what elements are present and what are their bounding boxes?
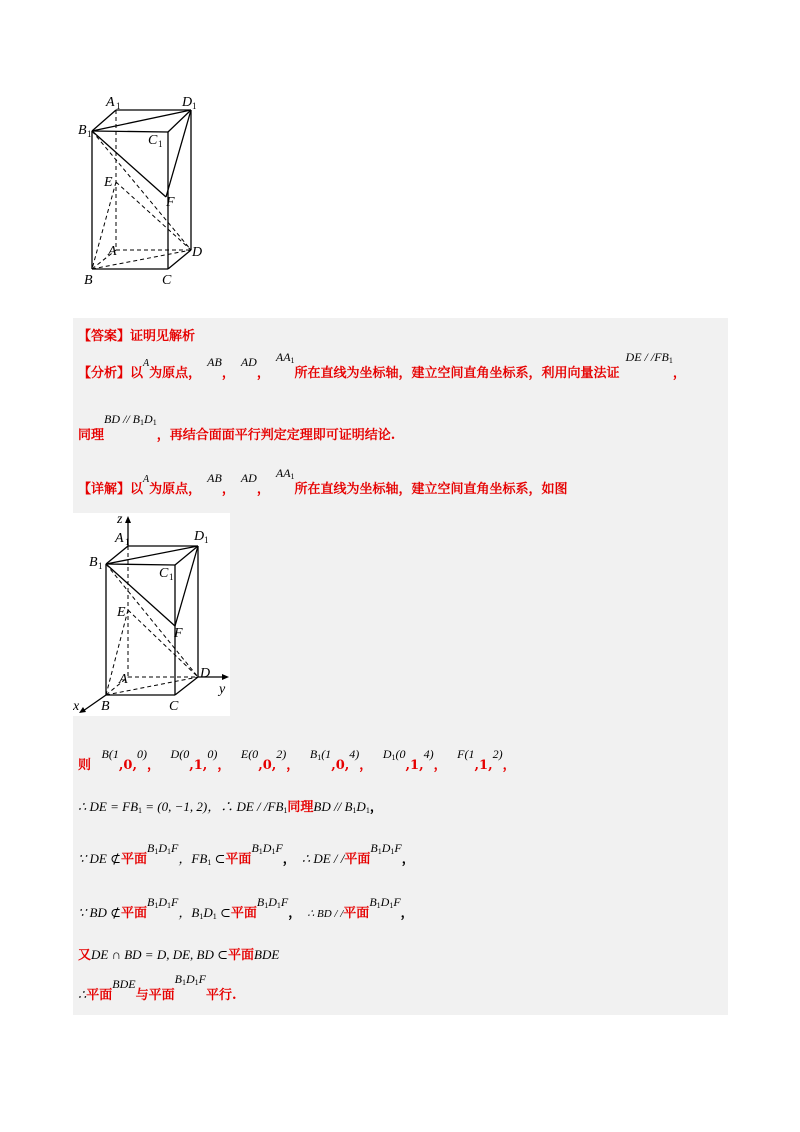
label-B1: B: [89, 555, 98, 570]
analysis-AA1: AA: [275, 350, 291, 364]
step5-and: 与平面: [135, 988, 175, 1003]
axis-x-label: x: [73, 699, 80, 714]
label-C: C: [162, 273, 172, 288]
analysis-tag: 【分析】: [78, 366, 131, 381]
analysis-AB: AB: [207, 355, 222, 369]
step3-a: ∵ BD ⊄: [78, 905, 121, 920]
coord-B-rest: 0): [136, 747, 147, 761]
step5-f: F: [198, 972, 206, 986]
label-C: C: [169, 699, 179, 714]
step3-plane1: 平面: [121, 906, 148, 921]
step2-d1: D: [158, 841, 168, 855]
analysis-comma2: ，: [256, 366, 270, 381]
step3-b2: B: [256, 895, 265, 909]
step3-f2: F: [280, 895, 289, 909]
step4-line: [78, 944, 279, 963]
step3-f3: F: [393, 895, 401, 909]
step3-plane3: 平面: [343, 906, 370, 921]
axis-z-label: z: [117, 513, 123, 527]
coord-B1-rest: 4): [349, 747, 360, 761]
step5-bde: BDE: [112, 977, 136, 991]
coord-E-name: E(0: [240, 747, 259, 761]
step3-d1-label: D: [203, 905, 213, 920]
figure-cuboid: [78, 92, 218, 292]
coord-B1-name: B: [309, 747, 318, 761]
step1-val: = (0, −1, 2): [142, 799, 208, 814]
coord-D1-name2: (0: [395, 747, 406, 761]
figure-coordinate-system: [73, 513, 230, 716]
label-A1: A: [115, 531, 124, 546]
step4-expr: DE ∩ BD = D, DE, BD ⊂: [91, 947, 229, 962]
step3-plane2: 平面: [230, 906, 257, 921]
label-D1: D: [194, 529, 205, 544]
analysis-t2: 为原点，: [149, 366, 202, 381]
step3-d3: D: [380, 895, 390, 909]
coord-B-name: B(1: [101, 747, 119, 761]
coords-ze: 则: [78, 758, 92, 773]
step2-d2: D: [262, 841, 272, 855]
label-F: F: [174, 626, 183, 641]
analysis-A: A: [143, 358, 150, 369]
step2-line: ∵ DE ⊄平面$B_1D_1F$，$FB_1$ ⊂平面$B_1D_1F$， ∴ DE / /平面$B_1D_1F$，: [78, 841, 415, 867]
coord-D1-name: D: [382, 747, 392, 761]
analysis-t5: ，再结合面面平行判定定理即可证明结论.: [156, 428, 396, 443]
analysis-line: 【分析】以$^A$为原点，AB，AD，$AA_1$所在直线为坐标轴，建立空间直角坐标系，利用向量法证DE / $/FB_1$，: [78, 350, 686, 381]
step2-d3: D: [381, 841, 391, 855]
step5-d: D: [185, 972, 195, 986]
answer-text: 证明见解析: [130, 329, 196, 344]
step2-sub: ⊂: [214, 851, 226, 866]
label-D1-sub: 1: [204, 535, 209, 545]
label-A1-sub: 1: [116, 101, 121, 111]
step2-a: ∵ DE ⊄: [78, 851, 121, 866]
answer-line: [78, 325, 195, 344]
coord-B-mid: ,0,: [118, 758, 137, 773]
step2-b2: B: [251, 841, 259, 855]
step3-d2: D: [268, 895, 277, 909]
detail-t2: 为原点，: [149, 482, 202, 497]
step2-f1: F: [171, 841, 179, 855]
step3-sub: ⊂: [219, 905, 231, 920]
coords-line: 则 B(1,0,0)， D(0,1,0)， E(0,0,2)， $B_1(1,0,4)$， $D_1(0,1,4)$， F(1,1,2)，: [78, 747, 516, 773]
label-C1: C: [148, 133, 158, 148]
analysis-t3: 所在直线为坐标轴，建立空间直角坐标系，利用向量法证: [294, 366, 620, 381]
analysis-DEFB1: DE / /FB: [625, 350, 669, 364]
step3-line: ∵ BD ⊄平面$B_1D_1F$，$B_1D_1$ ⊂平面$B_1D_1F$， ∴ BD / /平面$B_1D_1F$，: [78, 895, 414, 921]
coord-D-rest: 0): [207, 747, 218, 761]
label-C1: C: [159, 566, 169, 581]
analysis-AD: AD: [240, 355, 257, 369]
coord-D1-rest: 4): [423, 747, 434, 761]
detail-line: 【详解】以$^A$为原点，AB，AD，$AA_1$所在直线为坐标轴，建立空间直角坐标系，如图: [78, 466, 568, 497]
step2-f2: F: [275, 841, 283, 855]
step1-line: ∴ DE = $FB_1 = (0$, −1, 2)，∴ DE / $/FB_1$同理BD // $B_1D_1$，: [78, 799, 383, 815]
coord-D1-mid: ,1,: [405, 758, 424, 773]
label-D: D: [200, 666, 211, 681]
analysis-t4: ，: [672, 366, 686, 381]
step2-plane3: 平面: [344, 852, 371, 867]
label-C1-sub: 1: [169, 572, 174, 582]
label-A: A: [108, 244, 117, 259]
detail-tag: 【详解】: [78, 482, 131, 497]
step1-expr: ∴ DE = FB: [78, 799, 139, 814]
coord-F-rest: 2): [492, 747, 503, 761]
coord-E-rest: 2): [276, 747, 287, 761]
step2-c: ，FB: [178, 851, 208, 866]
detail-comma1: ，: [221, 482, 235, 497]
coord-F-mid: ,1,: [474, 758, 493, 773]
step2-b3: B: [370, 841, 378, 855]
coord-F-name: F(1: [457, 747, 475, 761]
label-B: B: [101, 699, 110, 714]
answer-tag: 【答案】: [78, 329, 131, 344]
step1-same: 同理: [287, 800, 314, 815]
coord-D-name: D(0: [170, 747, 190, 761]
coord-B1-sub: 1: [317, 753, 322, 762]
step5-therefore: ∴: [78, 987, 87, 1002]
detail-AA1: AA: [275, 466, 291, 480]
step5-b: B: [174, 972, 182, 986]
step4-you: 又: [78, 948, 92, 963]
step4-plane: 平面: [228, 948, 255, 963]
label-D1: D: [182, 95, 193, 110]
step5-line: ∴平面BDE与平面$B_1D_1F$平行.: [78, 972, 237, 1003]
detail-A: A: [143, 474, 150, 485]
step3-c: ，B: [178, 905, 200, 920]
step2-then: ∴ DE / /: [301, 851, 345, 866]
step2-plane1: 平面: [121, 852, 148, 867]
step1-d1: D: [356, 799, 366, 814]
label-B: B: [84, 273, 93, 288]
step2-plane2: 平面: [225, 852, 252, 867]
label-A: A: [119, 672, 128, 687]
detail-AD: AD: [240, 471, 257, 485]
coord-D1-sub: 1: [391, 753, 396, 762]
analysis-D1: D: [144, 412, 153, 426]
label-B1-sub: 1: [98, 561, 103, 571]
step5-parallel: 平行.: [206, 988, 237, 1003]
analysis-t1: 以: [130, 366, 144, 381]
detail-AB: AB: [207, 471, 222, 485]
label-E: E: [117, 605, 126, 620]
label-B1: B: [78, 123, 87, 138]
analysis-line-2: 同理BD // $B_1D_1$，再结合面面平行判定定理即可证明结论.: [78, 412, 396, 443]
label-E: E: [104, 175, 113, 190]
analysis-BDB1D1: BD // B: [104, 412, 141, 426]
step5-plane: 平面: [86, 988, 113, 1003]
step1-bd: BD // B: [313, 799, 353, 814]
step2-b1: B: [147, 841, 155, 855]
step2-f3: F: [394, 841, 402, 855]
step3-then: ∴ BD / /: [307, 908, 344, 920]
label-C1-sub: 1: [158, 139, 163, 149]
label-D: D: [192, 245, 203, 260]
coord-D-mid: ,1,: [189, 758, 208, 773]
coord-E-mid: ,0,: [258, 758, 277, 773]
step4-bde: BDE: [254, 947, 280, 962]
coordinate-diagram: [73, 513, 230, 716]
step3-b1: B: [147, 895, 155, 909]
step3-b3: B: [369, 895, 377, 909]
step3-f1: F: [171, 895, 179, 909]
detail-t1: 以: [130, 482, 144, 497]
label-F: F: [166, 195, 175, 210]
detail-comma2: ，: [256, 482, 270, 497]
detail-t3: 所在直线为坐标轴，建立空间直角坐标系，如图: [294, 482, 568, 497]
label-A1-sub: 1: [125, 537, 130, 547]
label-D1-sub: 1: [192, 101, 197, 111]
label-B1-sub: 1: [87, 129, 92, 139]
coord-B1-mid: ,0,: [331, 758, 350, 773]
axis-y-label: y: [219, 682, 226, 697]
step1-conc: ，∴ DE / /FB: [207, 799, 284, 814]
analysis-comma1: ，: [221, 366, 235, 381]
analysis-same: 同理: [78, 428, 105, 443]
step3-d1: D: [158, 895, 168, 909]
label-A1: A: [106, 95, 115, 110]
cuboid-diagram: [78, 92, 218, 292]
coord-B1-name2: (1: [321, 747, 332, 761]
